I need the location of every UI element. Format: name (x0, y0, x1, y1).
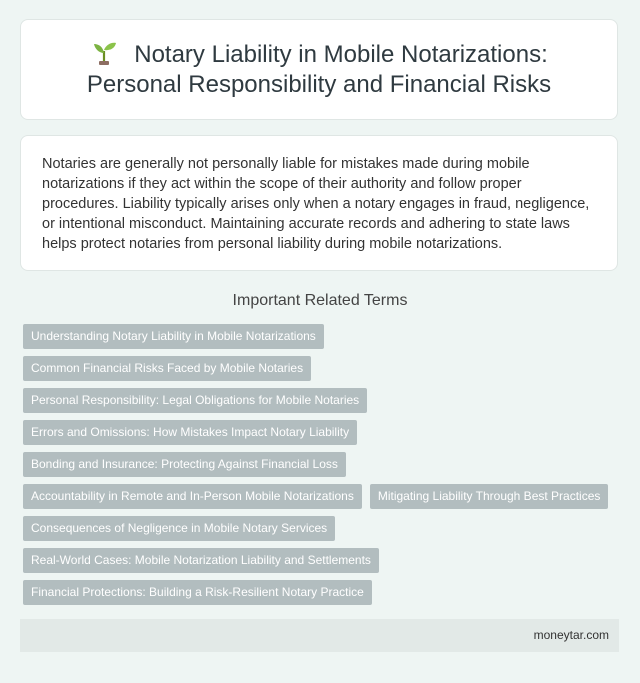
related-term-tag[interactable]: Understanding Notary Liability in Mobile Notarizations (23, 324, 324, 349)
related-term-tag[interactable]: Real-World Cases: Mobile Notarization Liability and Settlements (23, 548, 379, 573)
page-title (59, 39, 579, 100)
tag-row (23, 324, 623, 349)
footer-site-link[interactable]: moneytar.com (533, 628, 609, 642)
intro-card (20, 135, 618, 271)
related-term-tag[interactable]: Errors and Omissions: How Mistakes Impact Notary Liability (23, 420, 357, 445)
related-term-tag[interactable]: Financial Protections: Building a Risk-Resilient Notary Practice (23, 580, 372, 605)
tag-row (23, 356, 623, 381)
tag-row (23, 452, 623, 477)
title-card (20, 19, 618, 120)
related-terms-heading: Important Related Terms (232, 292, 408, 309)
tag-row (23, 516, 623, 541)
intro-paragraph: Notaries are generally not personally liable for mistakes made during mobile notarizations if they act within the scope of their authority and follow proper procedures. Liability typically arises only when a notary engages in fraud, negligence, or intentional misconduct. Maintaining accurate records and adhering to state laws helps protect notaries from personal liability during mobile notarizations. (42, 156, 590, 252)
tag-row (23, 420, 623, 445)
related-term-tag[interactable]: Common Financial Risks Faced by Mobile Notaries (23, 356, 311, 381)
tag-row (23, 548, 623, 573)
related-term-tag[interactable]: Personal Responsibility: Legal Obligations for Mobile Notaries (23, 388, 367, 413)
related-term-tag[interactable]: Mitigating Liability Through Best Practices (370, 484, 609, 509)
related-term-tag[interactable]: Accountability in Remote and In-Person Mobile Notarizations (23, 484, 362, 509)
related-term-tag[interactable]: Bonding and Insurance: Protecting Against Financial Loss (23, 452, 346, 477)
tag-row (23, 388, 623, 413)
page-title-text: Notary Liability in Mobile Notarizations: Personal Responsibility and Financial Risks (86, 41, 552, 98)
related-term-tag[interactable]: Consequences of Negligence in Mobile Notary Services (23, 516, 335, 541)
tag-row (23, 484, 623, 509)
related-terms-list (23, 324, 623, 612)
sprout-icon (90, 39, 120, 65)
footer (20, 619, 619, 652)
tag-row (23, 580, 623, 605)
